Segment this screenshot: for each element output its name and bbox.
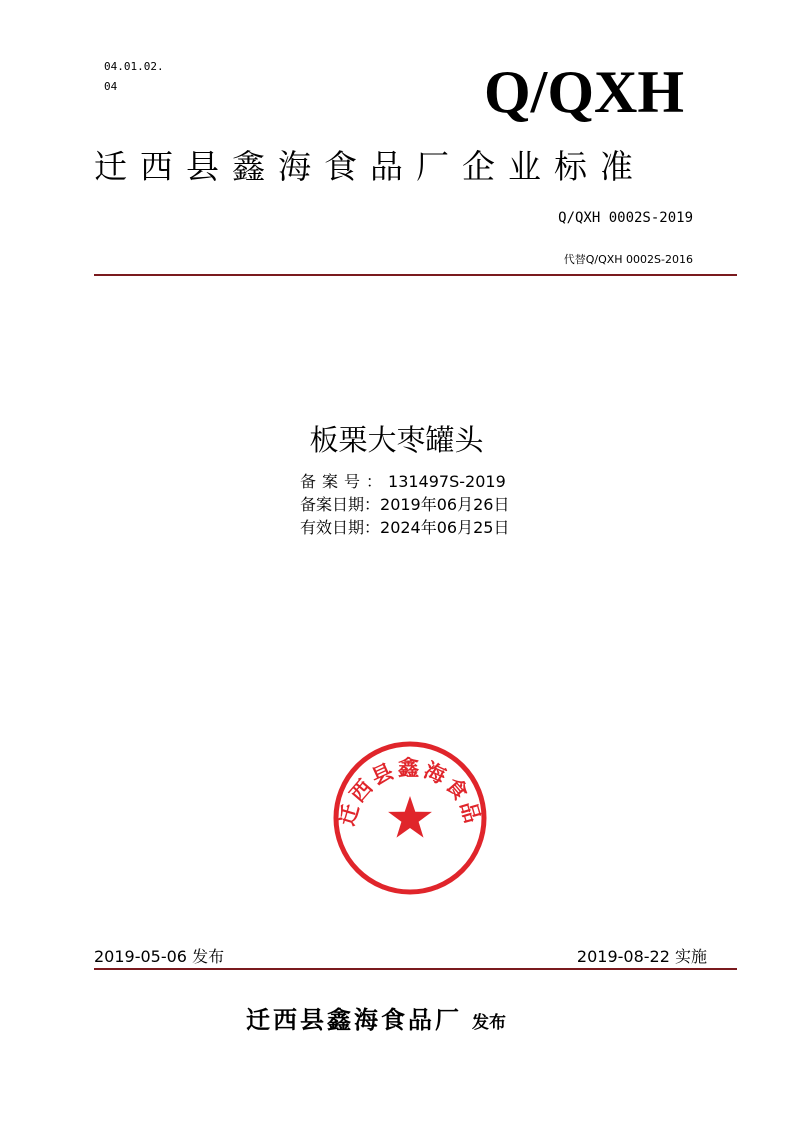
header-divider [94,274,737,276]
record-number-row [300,470,509,493]
valid-date-row [300,516,509,539]
standard-logo: Q/QXH [484,59,685,125]
record-number-value: 131497S-2019 [388,472,506,491]
classification-code [104,57,164,97]
classification-line: 04 [104,80,118,93]
publish-date: 2019-05-06 发布 [94,947,225,966]
company-seal [330,738,490,898]
filing-date-value: 2019年06月26日 [380,495,510,514]
implement-date: 2019-08-22 实施 [576,947,707,966]
standard-title: 迁西县鑫海食品厂企业标准 [94,147,646,186]
footer-divider [94,968,737,970]
seal-star-icon [388,796,432,838]
seal-text-path: 迁西县鑫海食品 [334,756,486,829]
issuer-verb: 发布 [472,1013,506,1033]
valid-date-label: 有效日期： [300,518,381,537]
standard-number: Q/QXH 0002S-2019 [558,210,693,226]
filing-info [300,470,509,539]
classification-line: 04.01.02. [104,60,164,73]
filing-date-label: 备案日期： [300,495,381,514]
filing-date-row [300,493,509,516]
record-number-label: 备案号： [300,472,389,491]
replaces-note: 代替Q/QXH 0002S-2016 [563,253,693,266]
issuer [246,1000,506,1035]
valid-date-value: 2024年06月25日 [380,518,510,537]
issuer-name: 迁西县鑫海食品厂 [246,1006,462,1034]
product-name: 板栗大枣罐头 [309,423,484,457]
